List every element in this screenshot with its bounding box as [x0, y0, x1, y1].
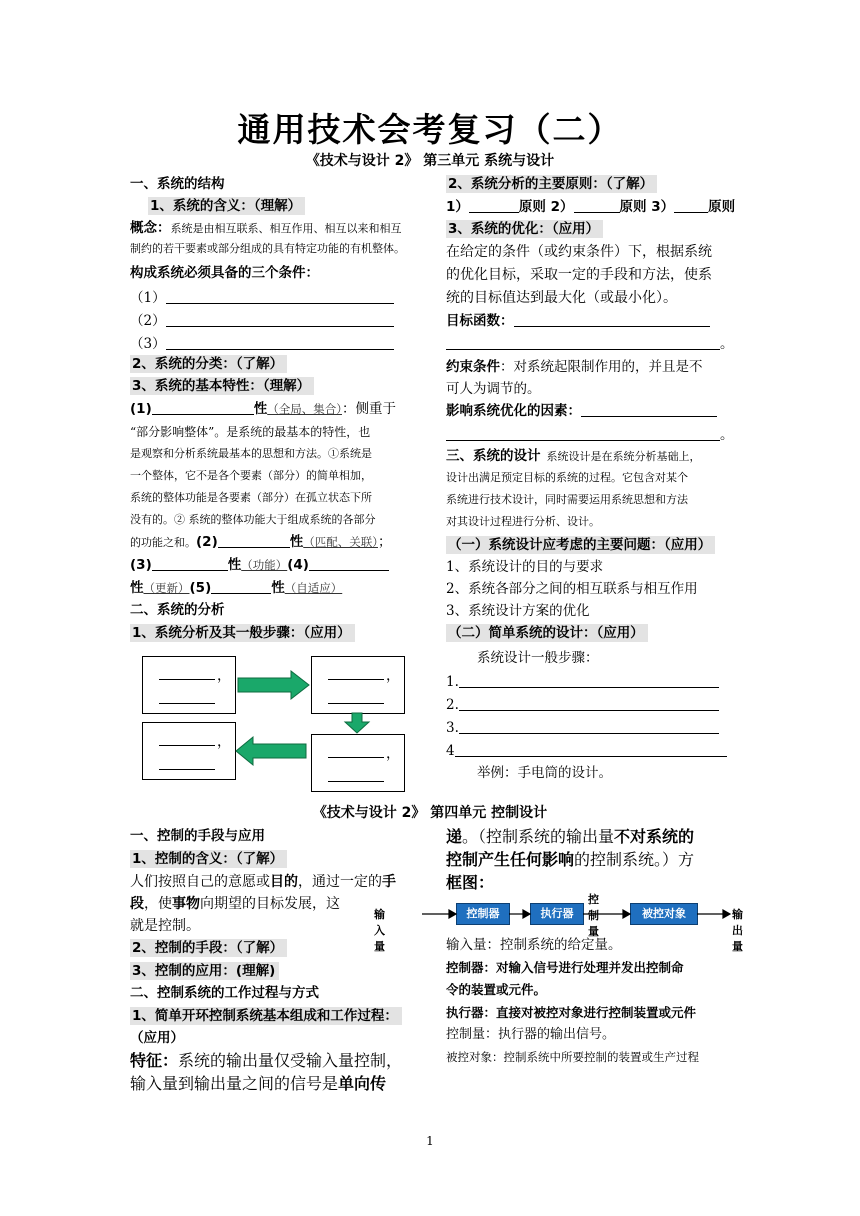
design-problem-1: 1、系统设计的目的与要求 [446, 559, 604, 575]
section-control-process: 二、控制系统的工作过程与方式 [130, 985, 319, 1001]
property-1-line: (1) 性（全局、集合）：侧重于 [130, 401, 396, 417]
definition-controller-1: 控制器：对输入信号进行处理并发出控制命 [446, 960, 684, 975]
design-steps-title: 系统设计一般步骤： [477, 650, 599, 666]
heading-open-loop: 1、简单开环控制系统基本组成和工作过程： [130, 1005, 402, 1027]
heading-system-properties: 3、系统的基本特性：（理解） [130, 375, 314, 397]
section-system-analysis: 二、系统的分析 [130, 602, 225, 618]
block-actuator: 执行器 [530, 903, 584, 925]
design-step-1: 1. [446, 671, 719, 693]
feature-line-1: 特征：系统的输出量仅受输入量控制， [130, 1051, 403, 1070]
optimization-line-3: 统的目标值达到最大化（或最小化）。 [446, 290, 677, 306]
heading-open-loop-level: （应用） [130, 1030, 184, 1046]
flow-box-2: ， [311, 656, 405, 714]
block-control-variable-label: 控制量 [588, 893, 599, 938]
unit3-heading: 《技术与设计 2》 第三单元 系统与设计 [305, 153, 555, 169]
heading-analysis-principles: 2、系统分析的主要原则：（了解） [446, 173, 657, 195]
design-step-2: 2. [446, 694, 719, 716]
optimization-line-2: 的优化目标，采取一定的手段和方法，使系 [446, 267, 712, 283]
heading-system-optimization: 3、系统的优化：（应用） [446, 218, 603, 240]
control-meaning-line-1: 人们按照自己的意愿或目的，通过一定的手 [130, 874, 396, 890]
feature-line-2: 输入量到输出量之间的信号是单向传 [130, 1074, 387, 1093]
system-design-line-3: 系统进行技术设计，同时需要运用系统思想和方法 [446, 493, 688, 506]
design-step-4: 4 [446, 740, 727, 762]
goal-function-continuation: 。 [446, 333, 734, 355]
definition-input: 输入量：控制系统的给定量。 [446, 937, 622, 953]
heading-design-problems: （一）系统设计应考虑的主要问题：（应用） [446, 534, 715, 556]
heading-control-means: 2、控制的手段：（了解） [130, 937, 287, 959]
control-meaning-line-3: 就是控制。 [130, 918, 200, 934]
heading-control-meaning: 1、控制的含义：（了解） [130, 848, 287, 870]
principles-line: 1） 原则 2） 原则 3） 原则 [446, 199, 736, 215]
property-text-5: 系统的整体功能是各要素（部分）在孤立状态下所 [130, 491, 372, 504]
optimization-factors-line: 影响系统优化的因素： [446, 400, 717, 422]
flow-box-4: ， [142, 722, 236, 780]
property-text-6: 没有的。② 系统的整体功能大于组成系统的各部分 [130, 513, 376, 526]
flow-box-3: ， [311, 734, 405, 792]
section-control-means: 一、控制的手段与应用 [130, 828, 265, 844]
open-loop-desc-1: 递。（控制系统的输出量不对系统的 [446, 827, 695, 846]
property-text-3: 是观察和分析系统最基本的思想和方法。①系统是 [130, 447, 372, 460]
heading-analysis-steps: 1、系统分析及其一般步骤：（应用） [130, 622, 355, 644]
conditions-title: 构成系统必须具备的三个条件： [130, 265, 319, 281]
condition-2: （2） [130, 310, 394, 332]
optimization-factors-continuation: 。 [446, 424, 734, 446]
heading-system-meaning: 1、系统的含义：（理解） [148, 195, 305, 217]
property-5-line: 性（更新）(5) 性（自适应） [130, 580, 343, 596]
heading-system-classification: 2、系统的分类：（了解） [130, 353, 287, 375]
condition-3: （3） [130, 333, 394, 355]
page-title: 通用技术会考复习（二） [237, 110, 623, 149]
goal-function-line: 目标函数： [446, 310, 710, 332]
concept-line-1: 概念：系统是由相互联系、相互作用、相互以来和相互 [130, 220, 402, 236]
property-text-4: 一个整体，它不是各个要素（部分）的简单相加， [130, 469, 372, 482]
block-input-label: 输入量 [374, 908, 385, 953]
block-output-label: 输出量 [732, 908, 743, 953]
system-design-line-2: 设计出满足预定目标的系统的过程。它包含对某个 [446, 471, 688, 484]
design-example: 举例：手电筒的设计。 [477, 765, 612, 781]
condition-1: （1） [130, 287, 394, 309]
open-loop-desc-3: 框图： [446, 873, 495, 892]
open-loop-desc-2: 控制产生任何影响的控制系统。）方 [446, 850, 695, 869]
heading-simple-system-design: （二）简单系统的设计：（应用） [446, 622, 648, 644]
definition-controlled-object: 被控对象：控制系统中所要控制的装置或生产过程 [446, 1050, 699, 1064]
concept-line-2: 制约的若干要素或部分组成的具有特定功能的有机整体。 [130, 242, 405, 255]
control-meaning-line-2: 段，使事物向期望的目标发展，这 [130, 896, 340, 912]
heading-control-application: 3、控制的应用：(理解) [130, 960, 279, 982]
flow-box-1: ， [142, 656, 236, 714]
block-controller: 控制器 [456, 903, 510, 925]
page-number: 1 [426, 1134, 434, 1148]
property-2-line: 的功能之和。(2) 性（匹配、关联）； [130, 534, 392, 550]
section-system-structure: 一、系统的结构 [130, 176, 225, 192]
system-design-line-1: 三、系统的设计 系统设计是在系统分析基础上， [446, 448, 701, 464]
property-3-4-line: (3) 性（功能）(4) [130, 554, 389, 576]
block-controlled-object: 被控对象 [630, 903, 698, 925]
design-problem-2: 2、系统各部分之间的相互联系与相互作用 [446, 581, 698, 597]
design-step-3: 3. [446, 717, 719, 739]
design-problem-3: 3、系统设计方案的优化 [446, 603, 590, 619]
constraint-line-2: 可人为调节的。 [446, 381, 541, 397]
property-text-2: “部分影响整体”。是系统的最基本的特性，也 [130, 425, 371, 439]
system-design-line-4: 对其设计过程进行分析、设计。 [446, 515, 600, 528]
definition-actuator: 执行器：直接对被控对象进行控制装置或元件 [446, 1005, 697, 1020]
optimization-line-1: 在给定的条件（或约束条件）下，根据系统 [446, 244, 712, 260]
unit4-heading: 《技术与设计 2》 第四单元 控制设计 [312, 805, 548, 821]
constraint-line-1: 约束条件：对系统起限制作用的，并且是不 [446, 359, 703, 375]
definition-controller-2: 令的装置或元件。 [446, 982, 547, 997]
definition-control-variable: 控制量：执行器的输出信号。 [446, 1027, 616, 1042]
